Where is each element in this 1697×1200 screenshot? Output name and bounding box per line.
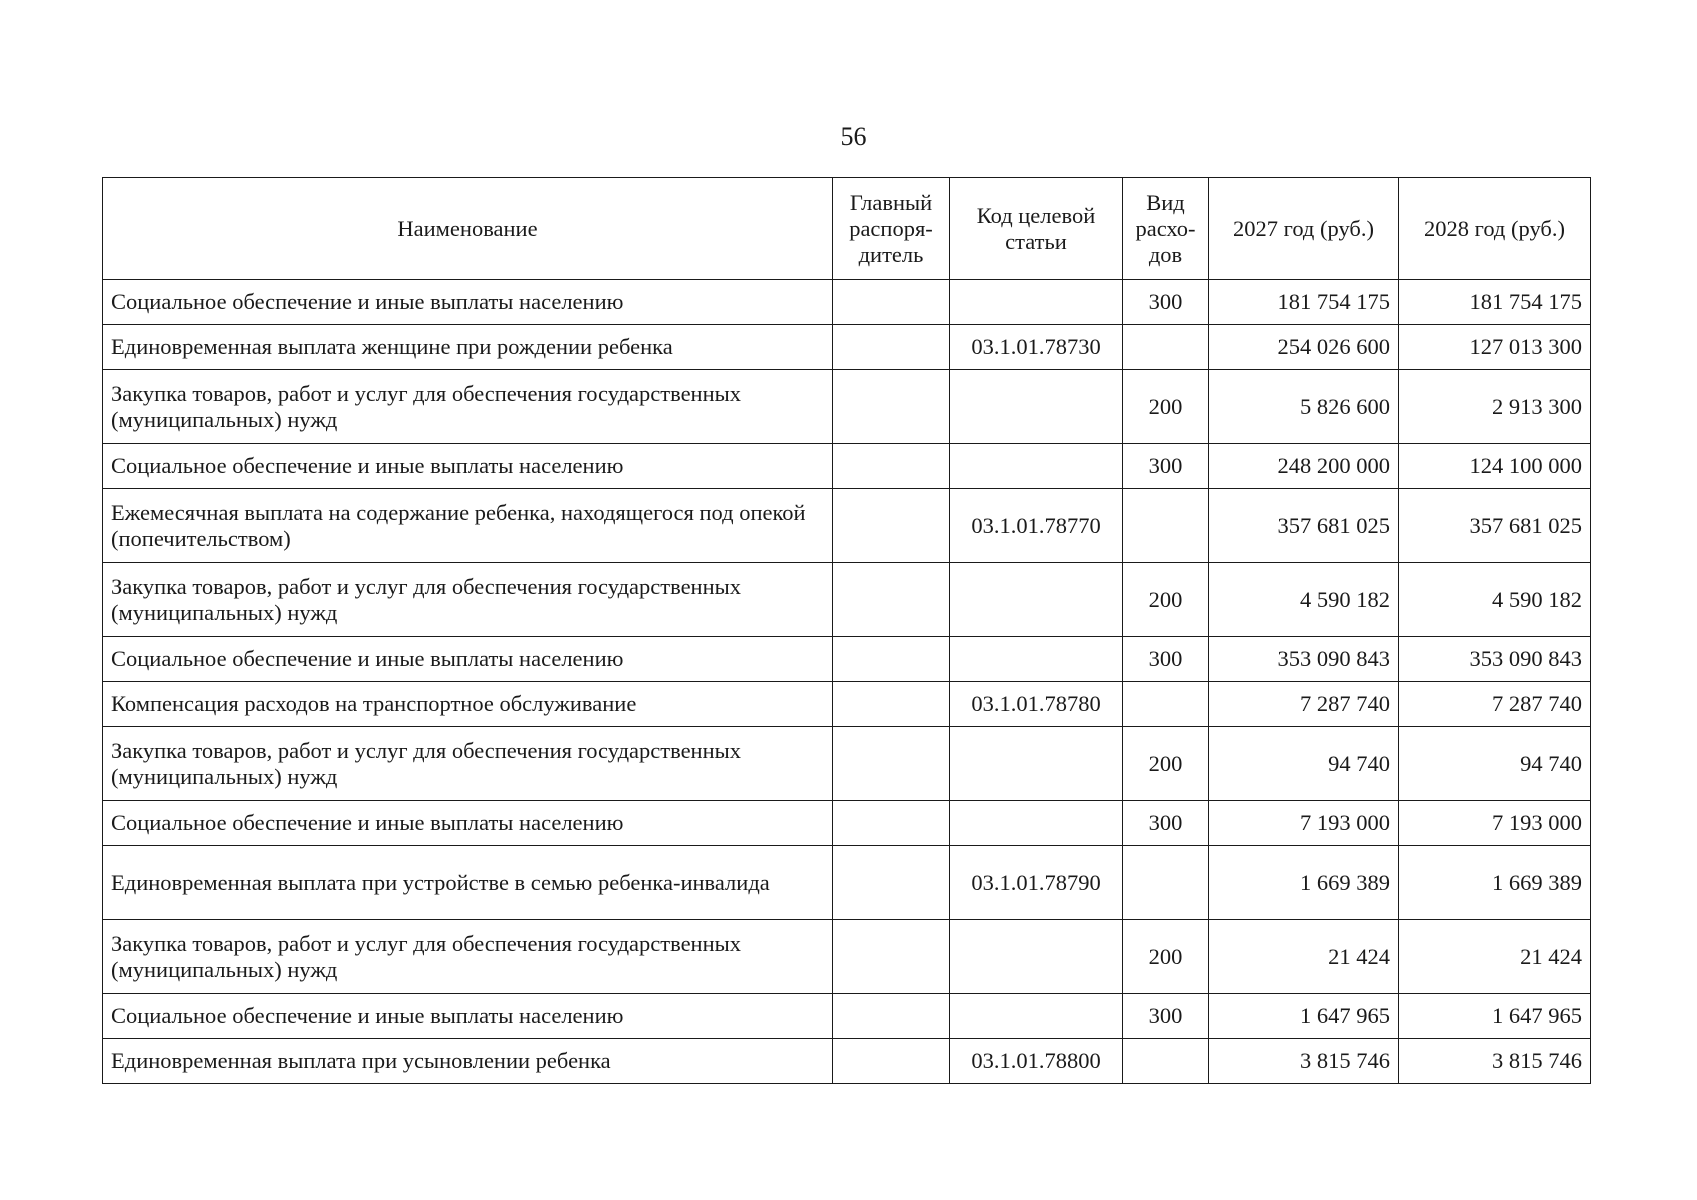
cell-manager: [833, 637, 950, 682]
header-expense-type: Вид расхо-дов: [1123, 178, 1209, 280]
table-row: [103, 994, 1591, 1039]
cell-manager: [833, 563, 950, 637]
header-manager: Главный распоря-дитель: [833, 178, 950, 280]
cell-expense-type: 200: [1123, 370, 1209, 444]
cell-year-2027: 21 424: [1209, 920, 1399, 994]
cell-manager: [833, 444, 950, 489]
cell-expense-type: [1123, 325, 1209, 370]
cell-manager: [833, 489, 950, 563]
cell-name: Социальное обеспечение и иные выплаты населению: [103, 280, 833, 325]
cell-code: [950, 280, 1123, 325]
table-row: [103, 846, 1591, 920]
cell-code: 03.1.01.78730: [950, 325, 1123, 370]
table-row: [103, 637, 1591, 682]
cell-year-2028: 124 100 000: [1399, 444, 1591, 489]
table-row: [103, 370, 1591, 444]
cell-year-2027: 181 754 175: [1209, 280, 1399, 325]
cell-name: Закупка товаров, работ и услуг для обеспечения государственных (муниципальных) нужд: [103, 370, 833, 444]
cell-year-2028: 3 815 746: [1399, 1039, 1591, 1084]
cell-name: Закупка товаров, работ и услуг для обеспечения государственных (муниципальных) нужд: [103, 563, 833, 637]
cell-year-2028: 1 647 965: [1399, 994, 1591, 1039]
cell-year-2027: 4 590 182: [1209, 563, 1399, 637]
cell-year-2027: 254 026 600: [1209, 325, 1399, 370]
cell-manager: [833, 682, 950, 727]
cell-year-2028: 1 669 389: [1399, 846, 1591, 920]
cell-year-2028: 127 013 300: [1399, 325, 1591, 370]
cell-code: [950, 370, 1123, 444]
cell-name: Ежемесячная выплата на содержание ребенка, находящегося под опекой (попечительством): [103, 489, 833, 563]
cell-name: Единовременная выплата женщине при рождении ребенка: [103, 325, 833, 370]
cell-name: Компенсация расходов на транспортное обслуживание: [103, 682, 833, 727]
cell-code: 03.1.01.78790: [950, 846, 1123, 920]
table-row: [103, 727, 1591, 801]
table-row: [103, 1039, 1591, 1084]
table-row: [103, 801, 1591, 846]
header-year-2028: 2028 год (руб.): [1399, 178, 1591, 280]
cell-name: Социальное обеспечение и иные выплаты населению: [103, 637, 833, 682]
cell-expense-type: [1123, 1039, 1209, 1084]
cell-year-2028: 7 193 000: [1399, 801, 1591, 846]
cell-name: Социальное обеспечение и иные выплаты населению: [103, 444, 833, 489]
table-row: [103, 444, 1591, 489]
header-name: Наименование: [103, 178, 833, 280]
table-row: [103, 682, 1591, 727]
cell-manager: [833, 994, 950, 1039]
cell-name: Единовременная выплата при усыновлении ребенка: [103, 1039, 833, 1084]
cell-year-2027: 5 826 600: [1209, 370, 1399, 444]
cell-year-2027: 248 200 000: [1209, 444, 1399, 489]
cell-expense-type: [1123, 682, 1209, 727]
cell-year-2028: 353 090 843: [1399, 637, 1591, 682]
cell-code: [950, 994, 1123, 1039]
cell-code: [950, 563, 1123, 637]
cell-year-2027: 7 287 740: [1209, 682, 1399, 727]
cell-manager: [833, 280, 950, 325]
cell-expense-type: 300: [1123, 637, 1209, 682]
cell-expense-type: 200: [1123, 920, 1209, 994]
cell-manager: [833, 920, 950, 994]
cell-code: 03.1.01.78800: [950, 1039, 1123, 1084]
cell-name: Социальное обеспечение и иные выплаты населению: [103, 994, 833, 1039]
cell-code: [950, 801, 1123, 846]
cell-year-2027: 353 090 843: [1209, 637, 1399, 682]
cell-manager: [833, 846, 950, 920]
cell-code: 03.1.01.78770: [950, 489, 1123, 563]
cell-year-2028: 4 590 182: [1399, 563, 1591, 637]
cell-code: [950, 444, 1123, 489]
cell-manager: [833, 1039, 950, 1084]
cell-year-2028: 2 913 300: [1399, 370, 1591, 444]
cell-manager: [833, 727, 950, 801]
header-year-2027: 2027 год (руб.): [1209, 178, 1399, 280]
cell-code: [950, 920, 1123, 994]
header-code: Код целевой статьи: [950, 178, 1123, 280]
cell-year-2027: 1 669 389: [1209, 846, 1399, 920]
cell-year-2027: 1 647 965: [1209, 994, 1399, 1039]
cell-manager: [833, 801, 950, 846]
cell-expense-type: [1123, 846, 1209, 920]
cell-year-2027: 357 681 025: [1209, 489, 1399, 563]
cell-year-2028: 357 681 025: [1399, 489, 1591, 563]
page-number: 56: [840, 122, 867, 151]
table-header-row: [103, 178, 1591, 280]
table-row: [103, 489, 1591, 563]
cell-year-2027: 3 815 746: [1209, 1039, 1399, 1084]
cell-name: Единовременная выплата при устройстве в семью ребенка-инвалида: [103, 846, 833, 920]
cell-manager: [833, 370, 950, 444]
cell-year-2028: 94 740: [1399, 727, 1591, 801]
cell-expense-type: 300: [1123, 280, 1209, 325]
cell-year-2028: 181 754 175: [1399, 280, 1591, 325]
table-row: [103, 325, 1591, 370]
cell-expense-type: [1123, 489, 1209, 563]
table-row: [103, 280, 1591, 325]
cell-year-2027: 7 193 000: [1209, 801, 1399, 846]
cell-code: [950, 727, 1123, 801]
cell-manager: [833, 325, 950, 370]
cell-year-2028: 21 424: [1399, 920, 1591, 994]
cell-year-2028: 7 287 740: [1399, 682, 1591, 727]
table-row: [103, 563, 1591, 637]
cell-expense-type: 300: [1123, 994, 1209, 1039]
cell-name: Социальное обеспечение и иные выплаты населению: [103, 801, 833, 846]
cell-expense-type: 300: [1123, 801, 1209, 846]
cell-name: Закупка товаров, работ и услуг для обеспечения государственных (муниципальных) нужд: [103, 920, 833, 994]
cell-expense-type: 300: [1123, 444, 1209, 489]
cell-code: [950, 637, 1123, 682]
budget-table: [102, 177, 1591, 1084]
cell-year-2027: 94 740: [1209, 727, 1399, 801]
cell-code: 03.1.01.78780: [950, 682, 1123, 727]
cell-expense-type: 200: [1123, 727, 1209, 801]
cell-expense-type: 200: [1123, 563, 1209, 637]
cell-name: Закупка товаров, работ и услуг для обеспечения государственных (муниципальных) нужд: [103, 727, 833, 801]
table-row: [103, 920, 1591, 994]
